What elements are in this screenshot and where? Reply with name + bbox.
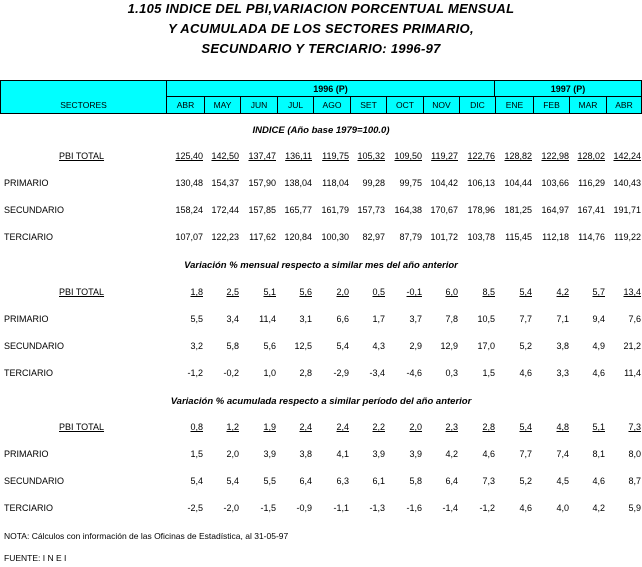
cell-value: 5,4 bbox=[190, 476, 203, 486]
cell-value: 2,4 bbox=[299, 422, 312, 432]
cell-value: 7,1 bbox=[556, 314, 569, 324]
cell-value: 2,0 bbox=[409, 422, 422, 432]
cell-value: 4,6 bbox=[482, 449, 495, 459]
sectores-header bbox=[0, 80, 167, 114]
cell-value: 4,6 bbox=[519, 503, 532, 513]
cell-value: 1,8 bbox=[190, 287, 203, 297]
cell-value: 0,5 bbox=[372, 287, 385, 297]
cell-value: -1,2 bbox=[479, 503, 495, 513]
row-label: TERCIARIO bbox=[4, 503, 54, 513]
month-label: ENE bbox=[505, 100, 524, 110]
cell-value: 3,4 bbox=[226, 314, 239, 324]
cell-value: 17,0 bbox=[477, 341, 495, 351]
cell-value: 8,1 bbox=[592, 449, 605, 459]
row-label: PRIMARIO bbox=[4, 178, 49, 188]
cell-value: 8,0 bbox=[628, 449, 641, 459]
cell-value: 116,29 bbox=[578, 178, 605, 188]
table-row bbox=[0, 476, 642, 490]
footnote: NOTA: Cálculos con información de las Oficinas de Estadística, al 31-05-97 bbox=[4, 531, 289, 541]
page-title-line-1: 1.105 INDICE DEL PBI,VARIACION PORCENTUAL MENSUAL bbox=[127, 1, 515, 16]
month-header-7 bbox=[423, 96, 460, 114]
section-title-0: INDICE (Año base 1979=100.0) bbox=[252, 125, 390, 136]
cell-value: 157,85 bbox=[248, 205, 276, 215]
row-label: TERCIARIO bbox=[4, 368, 54, 378]
row-label: SECUNDARIO bbox=[4, 205, 65, 215]
cell-value: 119,27 bbox=[431, 151, 458, 161]
month-label: AGO bbox=[322, 100, 342, 110]
cell-value: 1,7 bbox=[372, 314, 385, 324]
cell-value: 1,5 bbox=[482, 368, 495, 378]
cell-value: 191,71 bbox=[613, 205, 641, 215]
month-header-10 bbox=[533, 96, 570, 114]
cell-value: 170,67 bbox=[430, 205, 458, 215]
cell-value: 3,2 bbox=[190, 341, 203, 351]
cell-value: 122,98 bbox=[541, 151, 569, 161]
cell-value: 7,7 bbox=[519, 314, 532, 324]
cell-value: 105,32 bbox=[357, 151, 385, 161]
cell-value: 7,3 bbox=[628, 422, 641, 432]
cell-value: 104,42 bbox=[430, 178, 458, 188]
cell-value: 167,41 bbox=[577, 205, 605, 215]
cell-value: 115,45 bbox=[505, 232, 532, 242]
month-header-3 bbox=[277, 96, 314, 114]
cell-value: -1,1 bbox=[333, 503, 349, 513]
cell-value: 172,44 bbox=[211, 205, 239, 215]
section-title-2: Variación % acumulada respecto a similar período del año anterior bbox=[170, 396, 472, 407]
cell-value: 2,2 bbox=[372, 422, 385, 432]
cell-value: 6,6 bbox=[336, 314, 349, 324]
cell-value: 117,62 bbox=[249, 232, 276, 242]
cell-value: 5,7 bbox=[592, 287, 605, 297]
cell-value: 119,22 bbox=[614, 232, 641, 242]
cell-value: 5,8 bbox=[409, 476, 422, 486]
cell-value: 112,18 bbox=[542, 232, 569, 242]
cell-value: 4,6 bbox=[519, 368, 532, 378]
cell-value: 5,5 bbox=[263, 476, 276, 486]
cell-value: -0,2 bbox=[223, 368, 239, 378]
cell-value: 7,8 bbox=[445, 314, 458, 324]
cell-value: 2,8 bbox=[482, 422, 495, 432]
table-row bbox=[0, 178, 642, 192]
cell-value: 1,9 bbox=[263, 422, 276, 432]
table-header bbox=[0, 80, 642, 114]
cell-value: 2,0 bbox=[336, 287, 349, 297]
cell-value: 2,8 bbox=[299, 368, 312, 378]
cell-value: -0,1 bbox=[406, 287, 422, 297]
row-label: PRIMARIO bbox=[4, 449, 49, 459]
cell-value: 6,0 bbox=[445, 287, 458, 297]
cell-value: 9,4 bbox=[592, 314, 605, 324]
cell-value: 11,4 bbox=[259, 314, 276, 324]
cell-value: 164,97 bbox=[541, 205, 569, 215]
cell-value: 5,1 bbox=[592, 422, 605, 432]
cell-value: 5,1 bbox=[263, 287, 276, 297]
month-label: ABR bbox=[615, 100, 633, 110]
cell-value: 3,9 bbox=[263, 449, 276, 459]
cell-value: 157,73 bbox=[357, 205, 385, 215]
month-header-0 bbox=[166, 96, 205, 114]
cell-value: 21,2 bbox=[623, 341, 641, 351]
month-header-1 bbox=[204, 96, 241, 114]
month-label: ABR bbox=[176, 100, 195, 110]
cell-value: 101,72 bbox=[430, 232, 458, 242]
year-1997-label: 1997 (P) bbox=[550, 83, 586, 94]
cell-value: 3,1 bbox=[299, 314, 312, 324]
cell-value: 125,40 bbox=[175, 151, 203, 161]
cell-value: 140,43 bbox=[613, 178, 641, 188]
cell-value: 2,0 bbox=[226, 449, 239, 459]
cell-value: 4,6 bbox=[592, 476, 605, 486]
row-label: PBI TOTAL bbox=[59, 151, 105, 161]
cell-value: 142,24 bbox=[613, 151, 641, 161]
cell-value: 87,79 bbox=[399, 232, 422, 242]
month-header-5 bbox=[350, 96, 387, 114]
cell-value: 4,2 bbox=[592, 503, 605, 513]
cell-value: 109,50 bbox=[394, 151, 422, 161]
cell-value: 1,2 bbox=[226, 422, 239, 432]
cell-value: 6,3 bbox=[336, 476, 349, 486]
month-header-12 bbox=[606, 96, 642, 114]
cell-value: -1,2 bbox=[187, 368, 203, 378]
cell-value: 106,13 bbox=[467, 178, 495, 188]
month-header-8 bbox=[459, 96, 496, 114]
cell-value: 122,23 bbox=[211, 232, 239, 242]
cell-value: 4,9 bbox=[592, 341, 605, 351]
cell-value: -2,0 bbox=[223, 503, 239, 513]
cell-value: -1,4 bbox=[442, 503, 458, 513]
row-label: PBI TOTAL bbox=[59, 287, 105, 297]
cell-value: 165,77 bbox=[284, 205, 312, 215]
table-row bbox=[0, 287, 642, 301]
month-header-9 bbox=[495, 96, 534, 114]
cell-value: -3,4 bbox=[369, 368, 385, 378]
cell-value: 130,48 bbox=[175, 178, 203, 188]
month-label: NOV bbox=[432, 100, 451, 110]
row-label: PRIMARIO bbox=[4, 314, 49, 324]
cell-value: 154,37 bbox=[211, 178, 239, 188]
month-header-11 bbox=[569, 96, 607, 114]
table-row bbox=[0, 151, 642, 165]
month-header-2 bbox=[240, 96, 278, 114]
cell-value: -1,6 bbox=[406, 503, 422, 513]
month-label: MAY bbox=[213, 100, 232, 110]
cell-value: 1,0 bbox=[263, 368, 276, 378]
row-label: TERCIARIO bbox=[4, 232, 54, 242]
cell-value: 3,8 bbox=[299, 449, 312, 459]
cell-value: 142,50 bbox=[211, 151, 239, 161]
cell-value: 178,96 bbox=[467, 205, 495, 215]
cell-value: 3,9 bbox=[372, 449, 385, 459]
cell-value: 158,24 bbox=[175, 205, 203, 215]
cell-value: 4,2 bbox=[445, 449, 458, 459]
cell-value: 4,5 bbox=[556, 476, 569, 486]
cell-value: -4,6 bbox=[406, 368, 422, 378]
year-1996-label: 1996 (P) bbox=[313, 83, 348, 94]
year-1997-header bbox=[494, 80, 642, 97]
cell-value: 99,28 bbox=[362, 178, 385, 188]
cell-value: 128,82 bbox=[504, 151, 532, 161]
month-header-4 bbox=[313, 96, 351, 114]
table-row bbox=[0, 368, 642, 382]
cell-value: 6,4 bbox=[445, 476, 458, 486]
table-row bbox=[0, 503, 642, 517]
cell-value: 118,04 bbox=[322, 178, 349, 188]
table-row bbox=[0, 232, 642, 246]
cell-value: 157,90 bbox=[248, 178, 276, 188]
cell-value: 13,4 bbox=[623, 287, 641, 297]
cell-value: 2,4 bbox=[336, 422, 349, 432]
cell-value: 5,8 bbox=[226, 341, 239, 351]
cell-value: -1,3 bbox=[369, 503, 385, 513]
table-row bbox=[0, 205, 642, 219]
cell-value: 136,11 bbox=[285, 151, 312, 161]
sectores-header-label: SECTORES bbox=[60, 100, 107, 110]
cell-value: 138,04 bbox=[284, 178, 312, 188]
month-header-6 bbox=[386, 96, 424, 114]
cell-value: 128,02 bbox=[577, 151, 605, 161]
cell-value: -2,5 bbox=[187, 503, 203, 513]
cell-value: 0,8 bbox=[190, 422, 203, 432]
cell-value: 104,44 bbox=[504, 178, 532, 188]
month-label: OCT bbox=[396, 100, 414, 110]
cell-value: 5,2 bbox=[519, 341, 532, 351]
cell-value: 4,3 bbox=[372, 341, 385, 351]
cell-value: 107,07 bbox=[175, 232, 203, 242]
cell-value: 5,6 bbox=[263, 341, 276, 351]
cell-value: 8,7 bbox=[628, 476, 641, 486]
cell-value: 119,75 bbox=[322, 151, 349, 161]
cell-value: 4,1 bbox=[336, 449, 349, 459]
cell-value: 5,4 bbox=[519, 287, 532, 297]
cell-value: 4,8 bbox=[556, 422, 569, 432]
cell-value: 5,4 bbox=[226, 476, 239, 486]
cell-value: 12,9 bbox=[440, 341, 458, 351]
cell-value: 161,79 bbox=[321, 205, 349, 215]
cell-value: 7,7 bbox=[519, 449, 532, 459]
page-title-line-3: SECUNDARIO Y TERCIARIO: 1996-97 bbox=[201, 41, 441, 56]
month-label: JUL bbox=[287, 100, 304, 110]
section-title-1: Variación % mensual respecto a similar mes del año anterior bbox=[184, 260, 458, 271]
cell-value: 137,47 bbox=[248, 151, 276, 161]
cell-value: 5,4 bbox=[519, 422, 532, 432]
cell-value: 10,5 bbox=[477, 314, 495, 324]
cell-value: 5,2 bbox=[519, 476, 532, 486]
cell-value: -1,5 bbox=[260, 503, 276, 513]
cell-value: 4,0 bbox=[556, 503, 569, 513]
cell-value: 11,4 bbox=[624, 368, 641, 378]
cell-value: 5,9 bbox=[628, 503, 641, 513]
cell-value: 5,6 bbox=[299, 287, 312, 297]
row-label: SECUNDARIO bbox=[4, 341, 65, 351]
table-row bbox=[0, 314, 642, 328]
year-1996-header bbox=[166, 80, 495, 97]
cell-value: 120,84 bbox=[284, 232, 312, 242]
cell-value: 181,25 bbox=[504, 205, 532, 215]
cell-value: 103,78 bbox=[467, 232, 495, 242]
cell-value: 3,7 bbox=[409, 314, 422, 324]
cell-value: 99,75 bbox=[399, 178, 422, 188]
cell-value: 2,5 bbox=[226, 287, 239, 297]
row-label: SECUNDARIO bbox=[4, 476, 65, 486]
cell-value: 82,97 bbox=[362, 232, 385, 242]
cell-value: 5,4 bbox=[336, 341, 349, 351]
cell-value: -0,9 bbox=[296, 503, 312, 513]
cell-value: 1,5 bbox=[190, 449, 203, 459]
cell-value: 164,38 bbox=[394, 205, 422, 215]
table-row bbox=[0, 341, 642, 355]
cell-value: 103,66 bbox=[541, 178, 569, 188]
month-label: FEB bbox=[543, 100, 560, 110]
month-label: SET bbox=[360, 100, 377, 110]
cell-value: 100,30 bbox=[321, 232, 349, 242]
cell-value: 4,6 bbox=[592, 368, 605, 378]
cell-value: 5,5 bbox=[190, 314, 203, 324]
page-title-line-2: Y ACUMULADA DE LOS SECTORES PRIMARIO, bbox=[168, 21, 474, 36]
row-label: PBI TOTAL bbox=[59, 422, 105, 432]
table-row bbox=[0, 422, 642, 436]
cell-value: 8,5 bbox=[482, 287, 495, 297]
cell-value: 114,76 bbox=[578, 232, 605, 242]
cell-value: 12,5 bbox=[294, 341, 312, 351]
source: FUENTE: I N E I bbox=[4, 553, 67, 563]
cell-value: 4,2 bbox=[556, 287, 569, 297]
month-label: MAR bbox=[578, 100, 598, 110]
cell-value: 7,4 bbox=[556, 449, 569, 459]
cell-value: 0,3 bbox=[445, 368, 458, 378]
month-label: DIC bbox=[470, 100, 485, 110]
cell-value: 3,8 bbox=[556, 341, 569, 351]
table-row bbox=[0, 449, 642, 463]
cell-value: 7,6 bbox=[628, 314, 641, 324]
cell-value: 122,76 bbox=[467, 151, 495, 161]
cell-value: 2,9 bbox=[409, 341, 422, 351]
cell-value: 7,3 bbox=[482, 476, 495, 486]
month-label: JUN bbox=[250, 100, 268, 110]
cell-value: 2,3 bbox=[445, 422, 458, 432]
cell-value: 3,3 bbox=[556, 368, 569, 378]
cell-value: -2,9 bbox=[333, 368, 349, 378]
cell-value: 3,9 bbox=[409, 449, 422, 459]
cell-value: 6,4 bbox=[299, 476, 312, 486]
cell-value: 6,1 bbox=[372, 476, 385, 486]
